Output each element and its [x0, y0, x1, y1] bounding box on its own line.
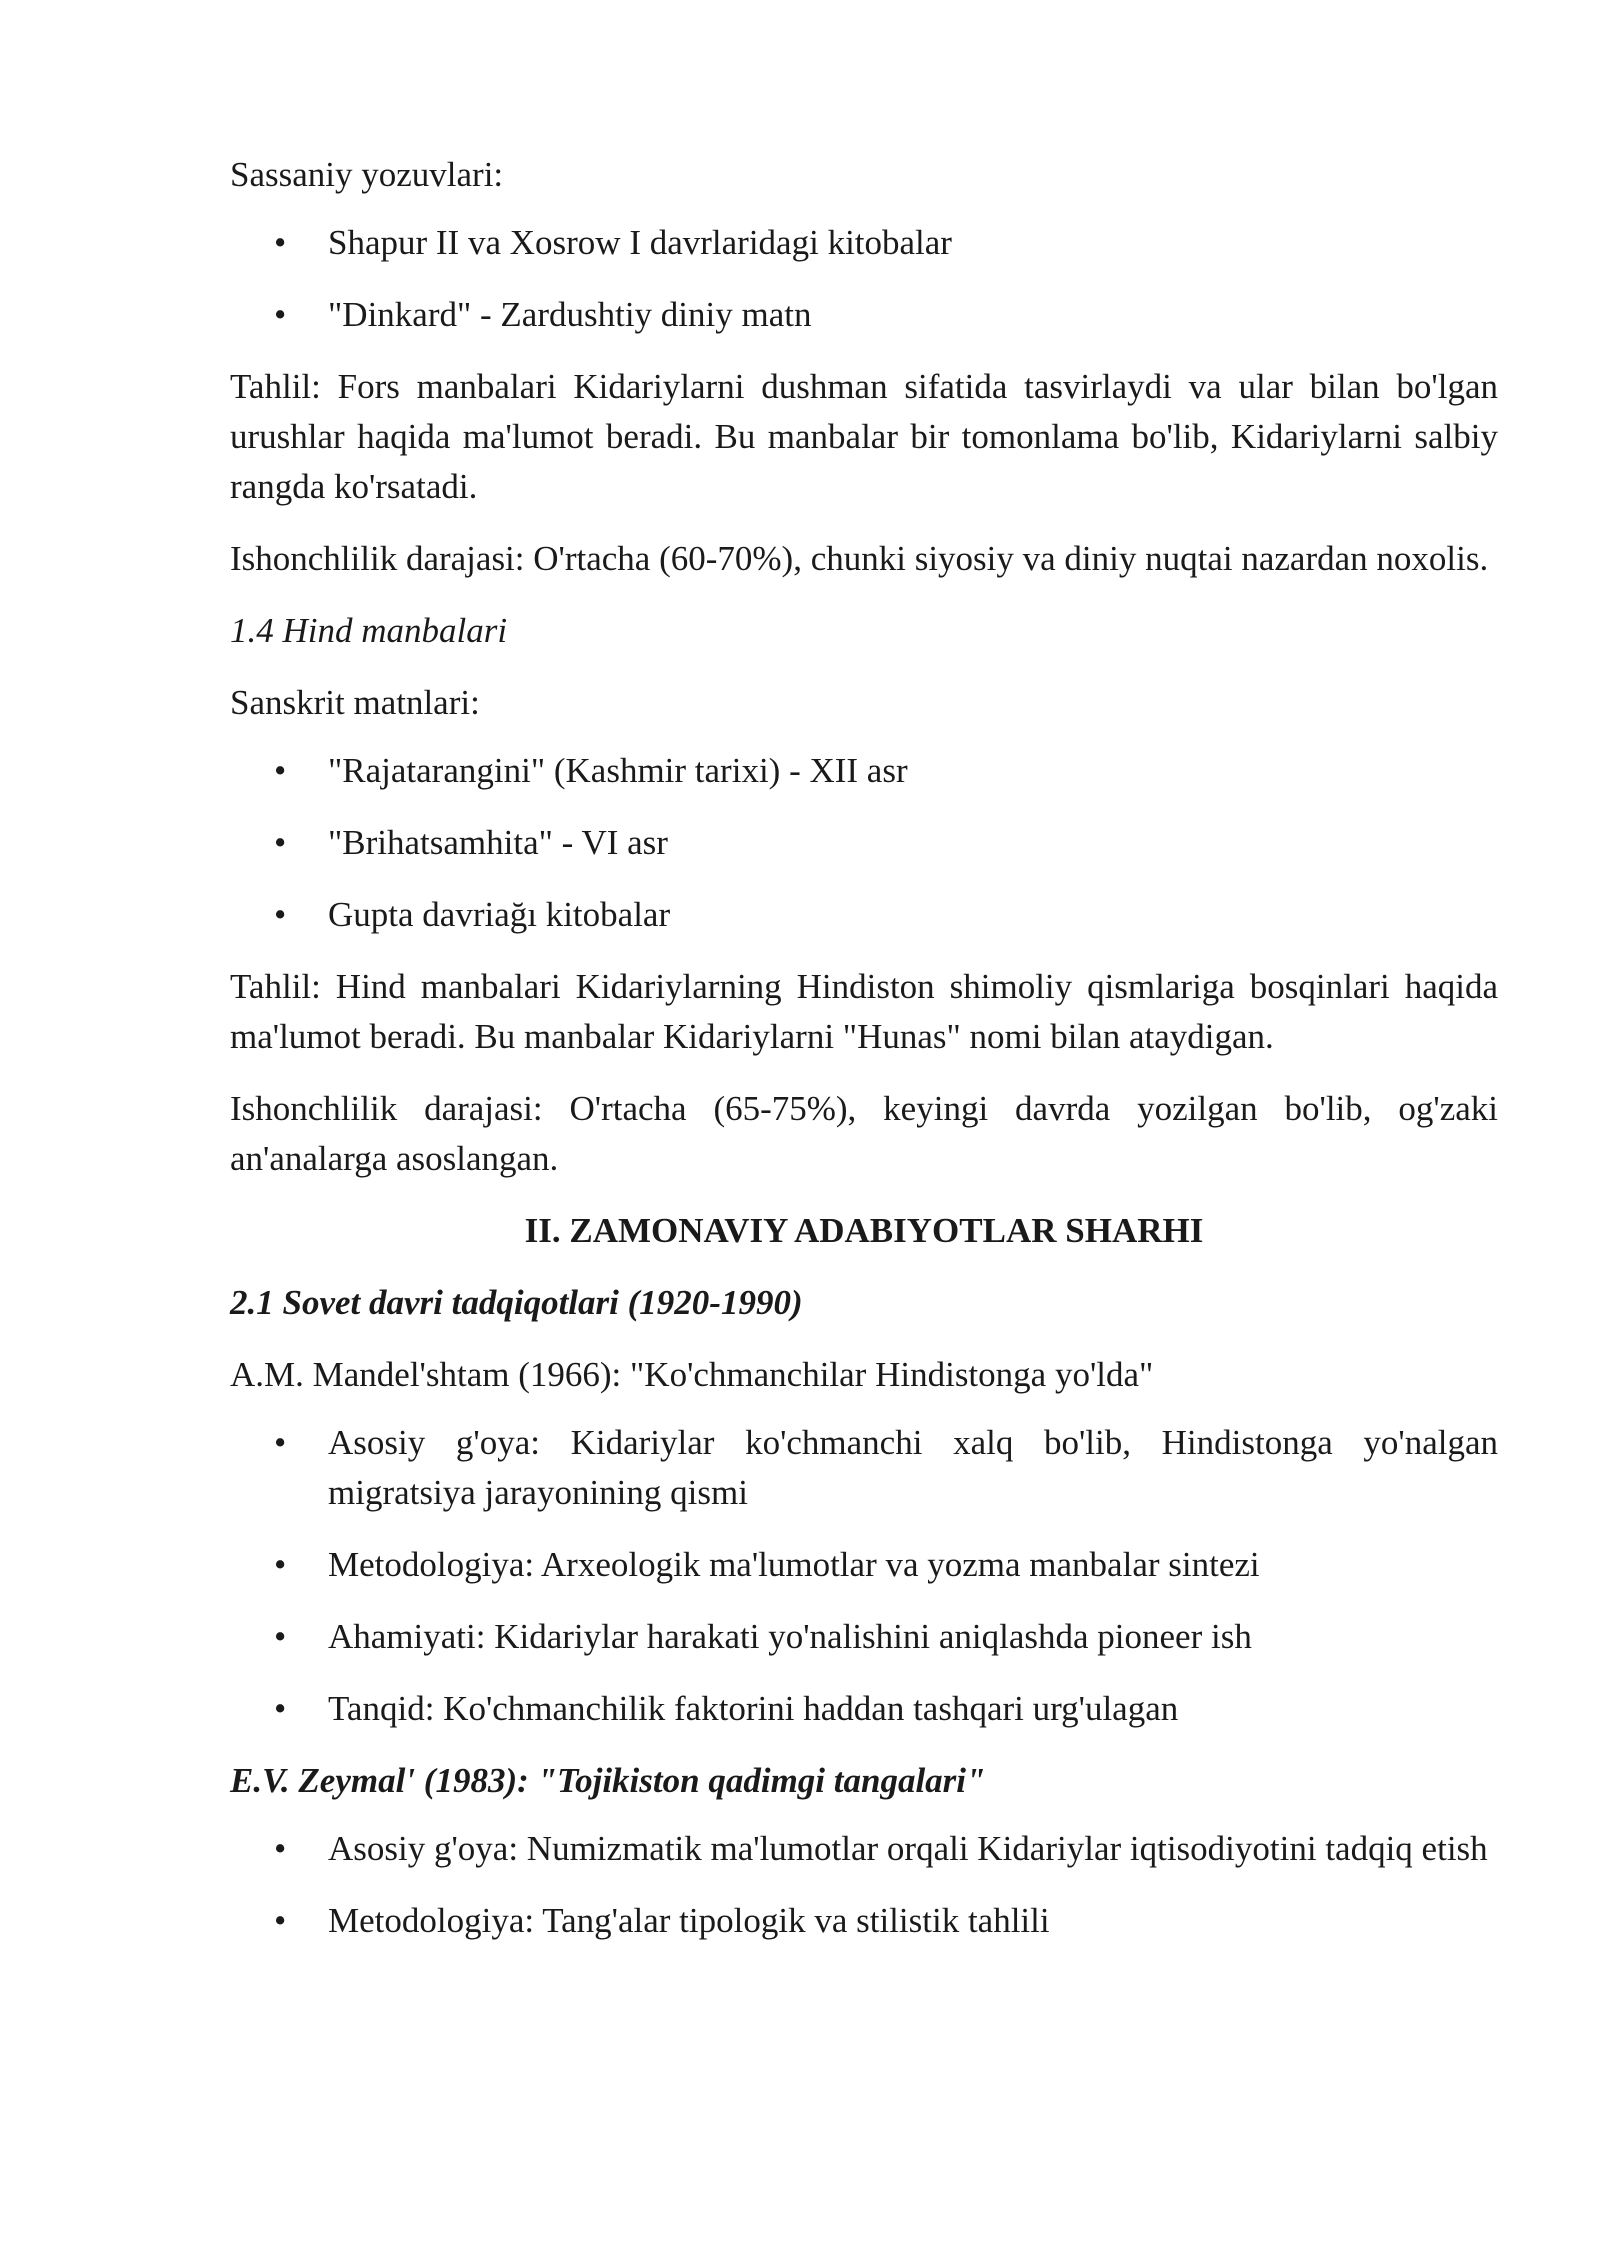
list-item: • "Rajatarangini" (Kashmir tarixi) - XII asr	[230, 746, 1498, 796]
chapter-title: II. ZAMONAVIY ADABIYOTLAR SHARHI	[524, 1211, 1204, 1250]
document-body	[230, 150, 1498, 1968]
mandelshtam-list	[230, 1418, 1498, 1734]
hind-section-heading: 1.4 Hind manbalari	[230, 611, 508, 650]
list-item: • Ahamiyati: Kidariylar harakati yo'nalishini aniqlashda pioneer ish	[230, 1612, 1498, 1662]
list-item: • Asosiy g'oya: Numizmatik ma'lumotlar orqali Kidariylar iqtisodiyotini tadqiq etish	[230, 1824, 1498, 1874]
list-item: • Tanqid: Ko'chmanchilik faktorini haddan tashqari urg'ulagan	[230, 1684, 1498, 1734]
hind-ishonch-paragraph: Ishonchlilik darajasi: O'rtacha (65-75%), keyingi davrda yozilgan bo'lib, og'zaki an'analarga asoslangan.	[230, 1089, 1498, 1178]
list-item: • Gupta davriağı kitobalar	[230, 890, 1498, 940]
hind-tahlil-paragraph: Tahlil: Hind manbalari Kidariylarning Hindiston shimoliy qismlariga bosqinlari haqida ma'lumot beradi. Bu manbalar Kidariylarni "Hunas" nomi bilan ataydigan.	[230, 967, 1498, 1056]
sanskrit-intro: Sanskrit matnlari:	[230, 683, 480, 722]
list-item: • Metodologiya: Arxeologik ma'lumotlar va yozma manbalar sintezi	[230, 1540, 1498, 1590]
zeymal-list	[230, 1824, 1498, 1946]
list-item: • Shapur II va Xosrow I davrlaridagi kitobalar	[230, 218, 1498, 268]
fors-ishonch-paragraph: Ishonchlilik darajasi: O'rtacha (60-70%), chunki siyosiy va diniy nuqtai nazardan noxolis.	[230, 539, 1489, 578]
list-item: • Metodologiya: Tang'alar tipologik va stilistik tahlili	[230, 1896, 1498, 1946]
sovet-section-heading: 2.1 Sovet davri tadqiqotlari (1920-1990)	[230, 1283, 803, 1322]
list-item: • "Brihatsamhita" - VI asr	[230, 818, 1498, 868]
sassaniy-list	[230, 218, 1498, 340]
list-item: • "Dinkard" - Zardushtiy diniy matn	[230, 290, 1498, 340]
zeymal-reference-heading: E.V. Zeymal' (1983): "Tojikiston qadimgi tangalari"	[230, 1761, 986, 1800]
sanskrit-list	[230, 746, 1498, 940]
sassaniy-intro: Sassaniy yozuvlari:	[230, 155, 504, 194]
list-item: • Asosiy g'oya: Kidariylar ko'chmanchi xalq bo'lib, Hindistonga yo'nalgan migratsiya jarayonining qismi	[230, 1418, 1498, 1518]
fors-tahlil-paragraph: Tahlil: Fors manbalari Kidariylarni dushman sifatida tasvirlaydi va ular bilan bo'lgan urushlar haqida ma'lumot beradi. Bu manbalar bir tomonlama bo'lib, Kidariylarni salbiy rangda ko'rsatadi.	[230, 367, 1498, 506]
mandelshtam-reference: A.M. Mandel'shtam (1966): "Ko'chmanchilar Hindistonga yo'lda"	[230, 1355, 1154, 1394]
